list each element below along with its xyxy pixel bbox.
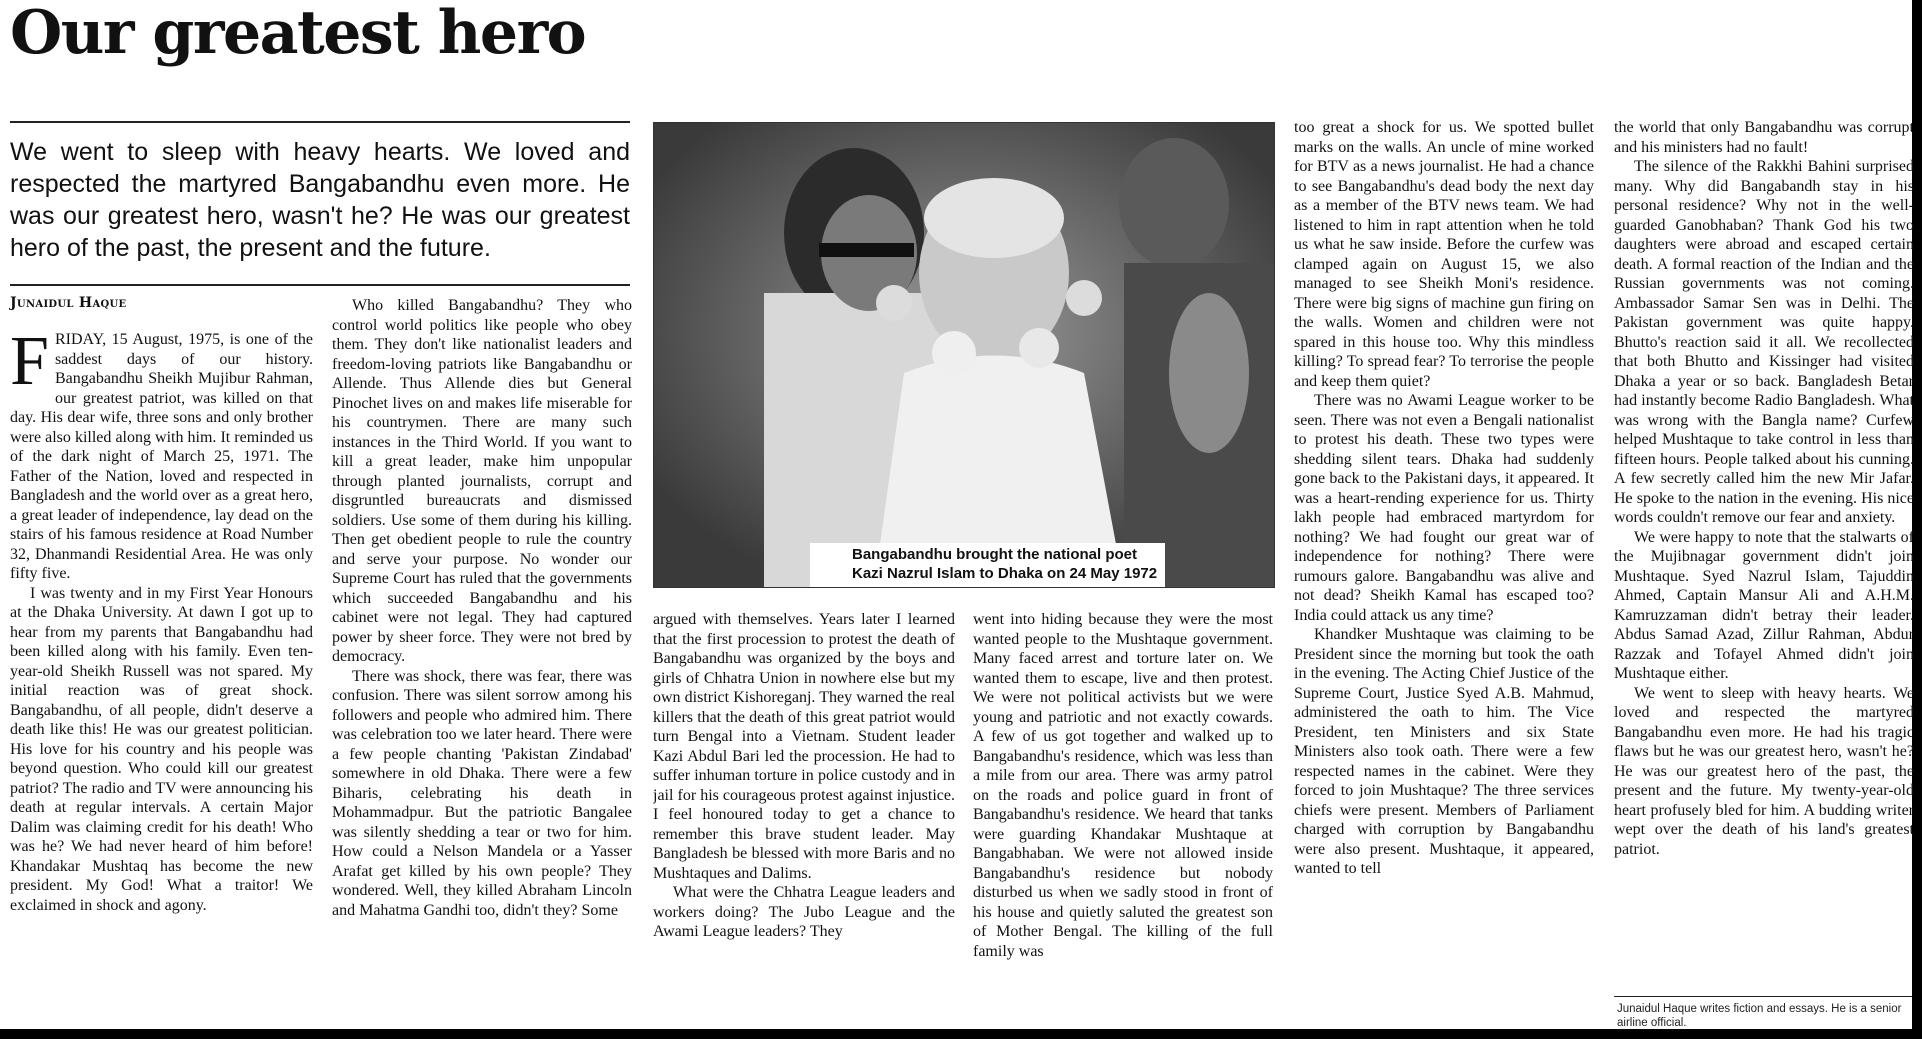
paragraph-4: There was shock, there was fear, there was confusion. There was silent sorrow among his followers and people who admired him. There was celebration too we later heard. There were a few people chanting 'Pakistan Zindabad' somewhere in old Dhaka. There were a few Biharis, celebrating his death in Mohammadpur. But the patriotic Bangalee was silently shedding a tear or two for him. How could a Nelson Mandela or a Yasser Arafat get killed by his own people? They wondered. Well, they killed Abraham Lincoln and Mahatma Gandhi too, didn't they? Some	[332, 667, 632, 919]
article-column-1	[10, 330, 313, 1028]
paragraph-7: went into hiding because they were the most wanted people to the Mushtaque government. Many faced arrest and torture later on. We wanted them to escape, live and then protest. We were not political activists but we were young and patriotic and not exactly cowards. A few of us got together and walked up to Bangabandhu's residence, which was less than a mile from our area. There was army patrol on the roads and police guard in front of Bangabandhu's residence. We heard that tanks were guarding Khandakar Mushtaque at Bangabhaban. We were not allowed inside Bangabandhu's residence but nobody disturbed us when we sadly stood in front of his house and quietly saluted the greatest son of Mother Bengal. The killing of the full family was	[973, 611, 1273, 960]
standfirst-bottom-rule	[10, 284, 630, 286]
author-note-rule	[1614, 996, 1912, 997]
photo-caption	[810, 543, 1165, 587]
article-column-5	[1294, 118, 1594, 1028]
photo-caption-line-1: Bangabandhu brought the national poet	[852, 546, 1137, 563]
page-frame-bottom	[0, 1029, 1922, 1039]
standfirst: We went to sleep with heavy hearts. We loved and respected the martyred Bangabandhu even more. He was our greatest hero, wasn't he? He was our greatest hero of the past, the present and the future.	[10, 138, 630, 262]
paragraph-3: Who killed Bangabandhu? They who control world politics like people who obey them. They don't like nationalist leaders and freedom-loving patriots like Bangabandhu or Allende. Thus Allende dies but General Pinochet lives on and makes life miserable for his countrymen. There are many such instances in the Third World. If you want to kill a great leader, make him unpopular through planted journalists, corrupt and disgruntled bureaucrats and dismissed soldiers. Use some of them during his killing. Then get obedient people to rule the country and serve your purpose. No wonder our Supreme Court has ruled that the governments which succeeded Bangabandhu and his cabinet were not legal. They had captured power by sheer force. They were not bred by democracy.	[332, 297, 632, 665]
newspaper-photo-icon	[654, 123, 1274, 587]
paragraph-13: We were happy to note that the stalwarts of the Mujibnagar government didn't join Mushtaque. Syed Nazrul Islam, Tajuddin Ahmed, Captain Mansur Ali and A.H.M. Kamruzzaman didn't betray their leader. Abdus Samad Azad, Zillur Rahman, Abdur Razzak and Tofayel Ahmed didn't join Mushtaque either.	[1614, 528, 1914, 682]
headline: Our greatest hero	[10, 0, 586, 68]
paragraph-12: The silence of the Rakkhi Bahini surprised many. Why did Bangabandh stay in his personal residence? Why not in the well-guarded Ganobhaban? Thank God his two daughters were abroad and escaped certain death. A formal reaction of the Indian and the Russian governments was not coming. Ambassador Samar Sen was in Delhi. The Pakistan government was quite happy. Bhutto's reaction said it all. We recollected that both Bhutto and Kissinger had visited Dhaka a year or so back. Bangladesh Betar had instantly become Radio Bangladesh. What was wrong with the Bangla name? Curfew helped Mushtaque to take control in less than fifteen hours. People talked about his cunning. A few secretly called him the new Mir Jafar. He spoke to the nation in the evening. His nice words couldn't remove our fear and anxiety.	[1614, 158, 1914, 526]
drop-cap: F	[10, 330, 49, 400]
news-photo	[653, 122, 1275, 588]
paragraph-10: Khandker Mushtaque was claiming to be President since the morning but took the oath in the evening. The Acting Chief Justice of the Supreme Court, Justice Syed A.B. Mahmud, administered the oath to him. The Vice President, ten Ministers and six State Ministers also took oath. There were a few respected names in the cabinet. Were they forced to join Mushtaque? The three services chiefs were present. Members of Parliament charged with corruption by Bangabandhu were also present. Mushtaque, it appeared, wanted to tell	[1294, 626, 1594, 877]
photo-caption-line-2: Kazi Nazrul Islam to Dhaka on 24 May 1972	[852, 565, 1158, 582]
paragraph-9: There was no Awami League worker to be seen. There was not even a Bengali nationalist to protest his death. These two types were shedding silent tears. Dhaka had suddenly gone back to the Pakistani days, it appeared. It was a heart-rending experience for us. Thirty lakh people had embraced martyrdom for nothing? We had fought our great war of independence for nothing? There were rumours galore. Bangabandhu was alive and not dead? Sheikh Kamal has escaped too? India could attack us any time?	[1294, 392, 1594, 624]
standfirst-top-rule	[10, 121, 630, 123]
article-column-4	[973, 610, 1273, 1028]
paragraph-5: argued with themselves. Years later I learned that the first procession to protest the death of Bangabandhu was organized by the boys and girls of Chhatra Union in nowhere else but my own district Kishoreganj. They warned the real killers that the death of this great patriot would turn Bengal into a Vietnam. Student leader Kazi Abdul Bari led the procession. He had to suffer inhuman torture in police custody and in jail for his courageous protest against injustice. I feel honoured today to get a chance to remember this brave student leader. May Bangladesh be blessed with more Baris and no Mushtaques and Dalims.	[653, 611, 955, 882]
article-column-3	[653, 610, 955, 1028]
paragraph-1	[10, 330, 313, 584]
paragraph-8: too great a shock for us. We spotted bullet marks on the walls. An uncle of mine worked for BTV as a news journalist. He had a chance to see Bangabandhu's dead body the next day as a member of the BTV news team. We had listened to him in rapt attention when he told us what he saw inside. Before the curfew was clamped again on August 15, we also managed to see Sheikh Moni's residence. There were big signs of machine gun firing on the walls. Women and children were not spared in this house too. Why this mindless killing? To spread fear? To terrorise the people and keep them quiet?	[1294, 119, 1594, 390]
paragraph-2: I was twenty and in my First Year Honours at the Dhaka University. At dawn I got up to hear from my parents that Bangabandhu had been killed along with his family. Even ten-year-old Sheikh Russell was not spared. My initial reaction was of great shock. Bangabandhu, of all people, didn't deserve a death like this! He was our greatest politician. His love for his country and his people was beyond question. Who could kill our greatest patriot? The radio and TV were announcing his death at regular intervals. A certain Major Dalim was claiming credit for his death! Who was he? We had never heard of him before! Khandakar Mushtaq has become the new president. My God! What a traitor! We exclaimed in shock and agony.	[10, 584, 313, 914]
article-column-2	[332, 296, 632, 1028]
paragraph-1-text: RIDAY, 15 August, 1975, is one of the saddest days of our history. Bangabandhu Sheikh Mujibur Rahman, our greatest patriot, was killed on that day. His dear wife, three sons and only brother were also killed along with him. It reminded us of the dark night of March 25, 1971. The Father of the Nation, loved and respected in Bangladesh and the world over as a great hero, a great leader of independence, lay dead on the stairs of his famous residence at Road Number 32, Dhanmandi Residential Area. He was only fifty five.	[10, 331, 313, 582]
byline: Junaidul Haque	[10, 295, 127, 311]
paragraph-6: What were the Chhatra League leaders and workers doing? The Jubo League and the Awami League leaders? They	[653, 884, 955, 940]
author-note: Junaidul Haque writes fiction and essays. He is a senior airline official.	[1617, 1003, 1902, 1029]
article-column-6	[1614, 118, 1914, 994]
paragraph-11: the world that only Bangabandhu was corrupt and his ministers had no fault!	[1614, 119, 1914, 156]
paragraph-14: We went to sleep with heavy hearts. We loved and respected the martyred Bangabandhu even more. He had his tragic flaws but he was our greatest hero, wasn't he? He was our greatest hero of the past, the present and the future. My twenty-year-old heart profusely bled for him. A budding writer wept over the death of his land's greatest patriot.	[1614, 684, 1914, 858]
